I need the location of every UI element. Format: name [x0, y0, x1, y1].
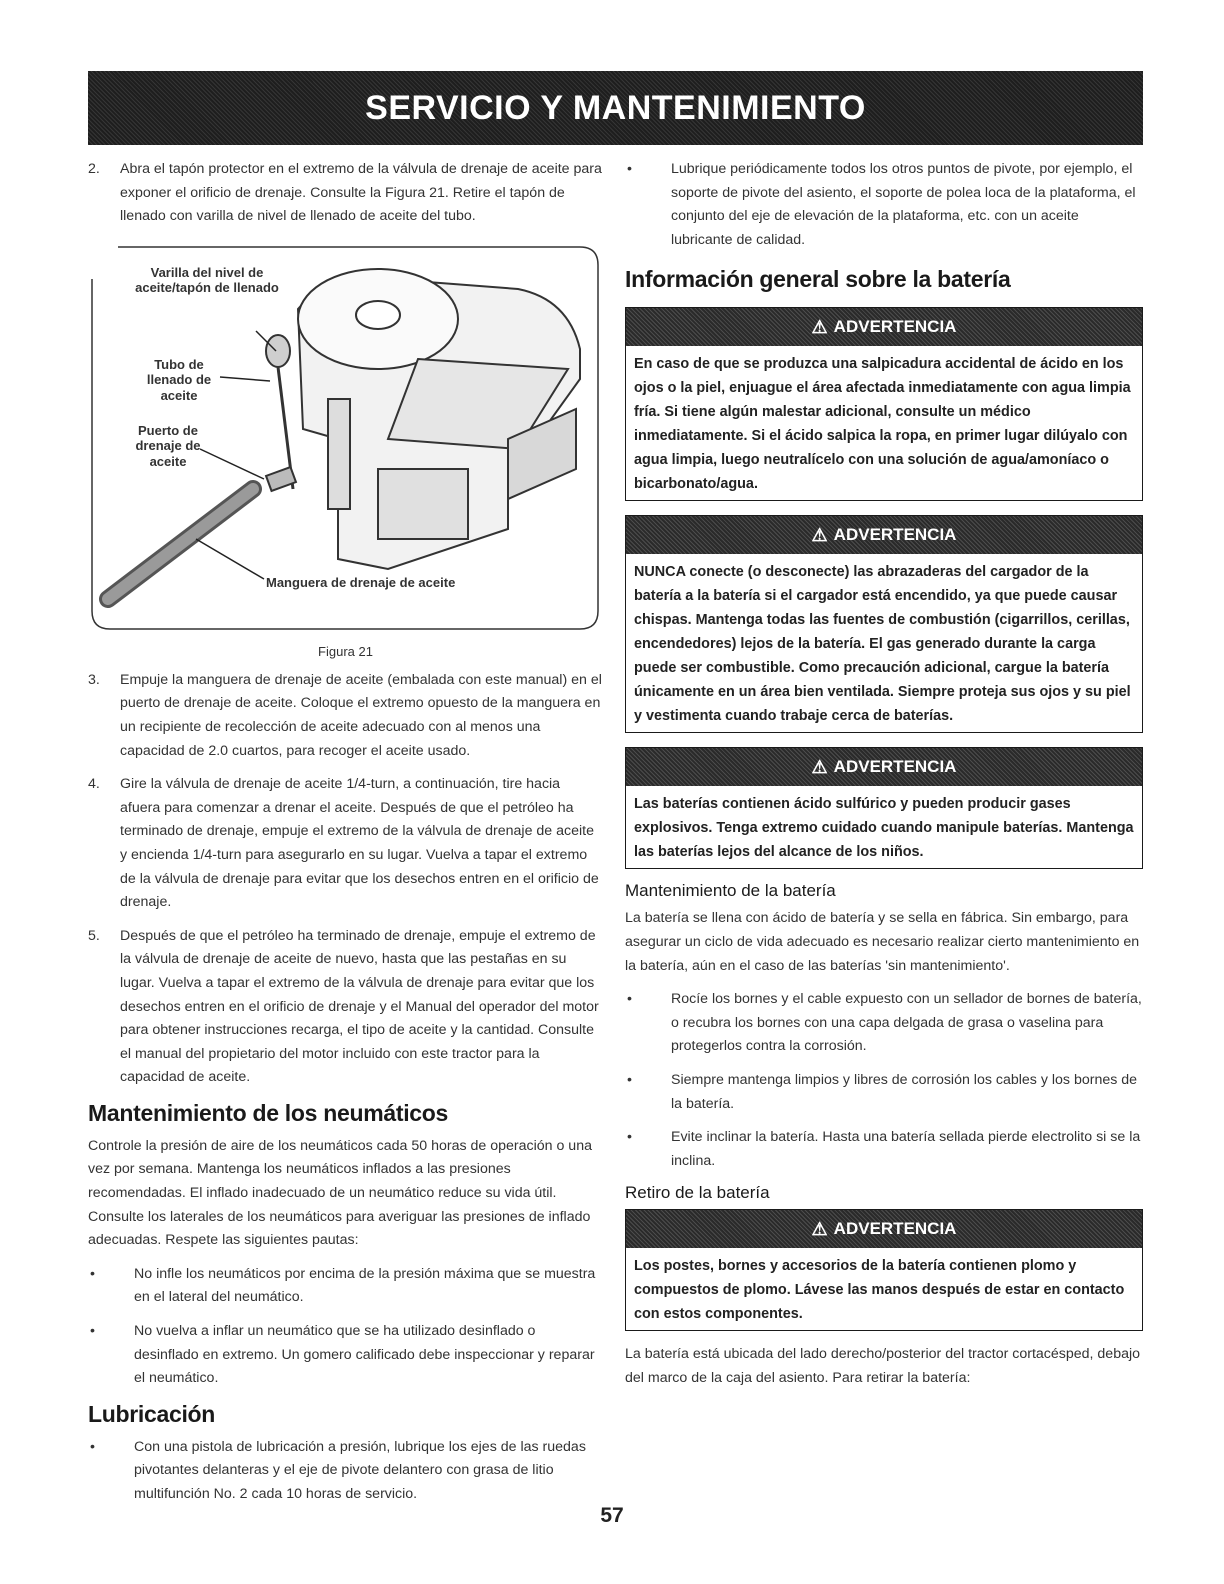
tires-bullet-2	[88, 1320, 603, 1391]
step-text: Abra el tapón protector en el extremo de la válvula de drenaje de aceite para exponer el orificio de drenaje. Consulte la Figura 21. Retire el tapón de llenado con varilla de nivel de llenado de aceite del tubo.	[120, 161, 602, 225]
battery-removal-heading: Retiro de la batería	[625, 1183, 770, 1203]
battery-maintenance-paragraph: La batería se llena con ácido de batería y se sella en fábrica. Sin embargo, para asegurar un ciclo de vida adecuado es necesario realizar cierto mantenimiento en la batería, aún en el caso de las baterías 'sin mantenimiento'.	[625, 910, 1140, 974]
battery-removal-paragraph: La batería está ubicada del lado derecho/posterior del tractor cortacésped, debajo del marco de la caja del asiento. Para retirar la batería:	[625, 1346, 1141, 1386]
tires-bullet-1	[88, 1263, 603, 1310]
bullet-dot: •	[90, 1438, 95, 1455]
warning-header	[626, 1210, 1142, 1248]
bullet-text: Rocíe los bornes y el cable expuesto con un sellador de bornes de batería, o recubra los bornes con una capa delgada de grasa o vaselina para protegerlos contra la corrosión.	[671, 991, 1142, 1055]
warning-text: Las baterías contienen ácido sulfúrico y pueden producir gases explosivos. Tenga extremo cuidado cuando manipule baterías. Mantenga las baterías lejos del alcance de los niños.	[634, 796, 1134, 861]
step-number: 2.	[88, 161, 100, 177]
step-number: 4.	[88, 776, 100, 793]
label-dipstick: Varilla del nivel de aceite/tapón de llenado	[135, 264, 279, 296]
bullet-text: Lubrique periódicamente todos los otros puntos de pivote, por ejemplo, el soporte de pivote del asiento, el soporte de polea loca de la plataforma, el conjunto del eje de elevación de la plataforma, etc. con un aceite lubricante de calidad.	[671, 161, 1136, 248]
left-column	[88, 158, 603, 1517]
warning-header	[626, 748, 1142, 786]
maint-bullet-3	[625, 1126, 1143, 1173]
bullet-text: No vuelva a inflar un neumático que se ha utilizado desinflado o desinflado en extremo. Un gomero calificado debe inspeccionar y reparar el neumático.	[134, 1323, 595, 1387]
section-banner	[88, 71, 1143, 145]
bullet-dot: •	[90, 1323, 95, 1340]
step-text: Empuje la manguera de drenaje de aceite (embalada con este manual) en el puerto de drenaje de aceite. Coloque el extremo opuesto de la manguera en un recipiente de recolección de aceite adecuado con al menos una capacidad de 2.0 cuartos, para recoger el aceite usado.	[120, 671, 602, 759]
bullet-dot: •	[627, 1071, 632, 1088]
warning-box-sulfuric	[625, 747, 1143, 869]
label-hose: Manguera de drenaje de aceite	[266, 574, 456, 590]
tires-paragraph: Controle la presión de aire de los neumáticos cada 50 horas de operación o una vez por semana. Mantenga los neumáticos inflados a las presiones recomendadas. El inflado inadecuado de un neumático reduce su vida útil. Consulte los laterales de los neumáticos para averiguar las presiones de inflado adecuadas. Respete las siguientes pautas:	[88, 1137, 592, 1249]
lubrication-heading: Lubricación	[88, 1400, 216, 1427]
page-number: 57	[600, 1504, 624, 1527]
label-drain-port: Puerto de drenaje de aceite	[135, 422, 201, 469]
warning-box-acid	[625, 307, 1143, 501]
warning-text: En caso de que se produzca una salpicadura accidental de ácido en los ojos o la piel, enjuague el área afectada inmediatamente con agua limpia fría. Si tiene algún malestar adicional, consulte un médico inmediatamente. Si el ácido salpica la ropa, en primer lugar dilúyalo con agua limpia, luego neutralícelo con una solución de agua/amoníaco o bicarbonato/agua.	[634, 356, 1131, 493]
step-3	[88, 669, 603, 763]
bullet-dot: •	[90, 1265, 95, 1282]
maint-bullet-1	[625, 988, 1143, 1059]
lube-bullet-1	[88, 1436, 603, 1507]
right-column	[625, 158, 1143, 1391]
warning-triangle-icon: ⚠	[811, 756, 828, 777]
warning-box-lead	[625, 1209, 1143, 1331]
label-fill-tube: Tubo de llenado de aceite	[146, 356, 212, 403]
warning-triangle-icon: ⚠	[811, 316, 828, 337]
step-2	[88, 158, 603, 229]
bullet-dot: •	[627, 991, 632, 1008]
warning-triangle-icon: ⚠	[811, 524, 828, 545]
step-text: Después de que el petróleo ha terminado de drenaje, empuje el extremo de la válvula de drenaje de aceite de nuevo, hasta que las pestañas en su lugar. Vuelva a tapar el extremo de la válvula de drenaje para evitar que los desechos entren en el orificio de drenaje y el Manual del operador del motor para obtener instrucciones recarga, el tipo de aceite y la cantidad. Consulte el manual del propietario del motor incluido con este tractor para la capacidad de aceite.	[120, 927, 599, 1086]
warning-box-charger	[625, 515, 1143, 733]
bullet-text: No infle los neumáticos por encima de la presión máxima que se muestra en el lateral del neumático.	[134, 1265, 596, 1306]
step-number: 3.	[88, 671, 100, 688]
figure-caption: Figura 21	[318, 643, 373, 659]
bullet-dot: •	[627, 161, 632, 177]
step-text: Gire la válvula de drenaje de aceite 1/4-turn, a continuación, tire hacia afuera para comenzar a drenar el aceite. Después de que el petróleo ha terminado de drenaje, empuje el extremo de la válvula de drenaje de aceite y encienda 1/4-turn para asegurarlo en su lugar. Vuelva a tapar el extremo de la válvula de drenaje para evitar que los desechos entren en el orificio de drenaje.	[120, 776, 599, 911]
warning-text: Los postes, bornes y accesorios de la batería contienen plomo y compuestos de plomo. Lávese las manos después de estar en contacto con estos componentes.	[634, 1258, 1125, 1323]
warning-label: ADVERTENCIA	[833, 317, 957, 337]
bullet-text: Siempre mantenga limpios y libres de corrosión los cables y los bornes de la batería.	[671, 1071, 1138, 1112]
step-5	[88, 925, 603, 1090]
bullet-dot: •	[627, 1129, 632, 1146]
battery-maintenance-heading: Mantenimiento de la batería	[625, 881, 836, 901]
warning-header	[626, 516, 1142, 554]
warning-header	[626, 308, 1142, 346]
warning-label: ADVERTENCIA	[833, 1219, 957, 1239]
warning-text: NUNCA conecte (o desconecte) las abrazaderas del cargador de la batería a la batería si el cargador está encendido, ya que puede causar chispas. Mantenga todas las fuentes de combustión (cigarrillos, cerillas, encendedores) lejos de la batería. El gas generado durante la carga puede ser combustible. Como precaución adicional, cargue la batería únicamente en un área bien ventilada. Siempre proteja sus ojos y su piel y vestimenta cuando trabaje cerca de baterías.	[634, 564, 1131, 725]
step-4	[88, 773, 603, 915]
warning-label: ADVERTENCIA	[833, 525, 957, 545]
warning-label: ADVERTENCIA	[833, 757, 957, 777]
maint-bullet-2	[625, 1069, 1143, 1116]
step-number: 5.	[88, 927, 100, 944]
bullet-text: Con una pistola de lubricación a presión, lubrique los ejes de las ruedas pivotantes delanteras y el eje de pivote delantero con grasa de litio multifunción No. 2 cada 10 horas de servicio.	[134, 1438, 586, 1502]
bullet-text: Evite inclinar la batería. Hasta una batería sellada pierde electrolito si se la inclina.	[671, 1129, 1141, 1169]
figure-21	[88, 239, 600, 634]
warning-triangle-icon: ⚠	[811, 1218, 828, 1239]
section-title: SERVICIO Y MANTENIMIENTO	[365, 88, 866, 127]
lube-bullet-2	[625, 158, 1143, 252]
battery-heading: Información general sobre la batería	[625, 266, 1011, 293]
tires-heading: Mantenimiento de los neumáticos	[88, 1099, 449, 1126]
